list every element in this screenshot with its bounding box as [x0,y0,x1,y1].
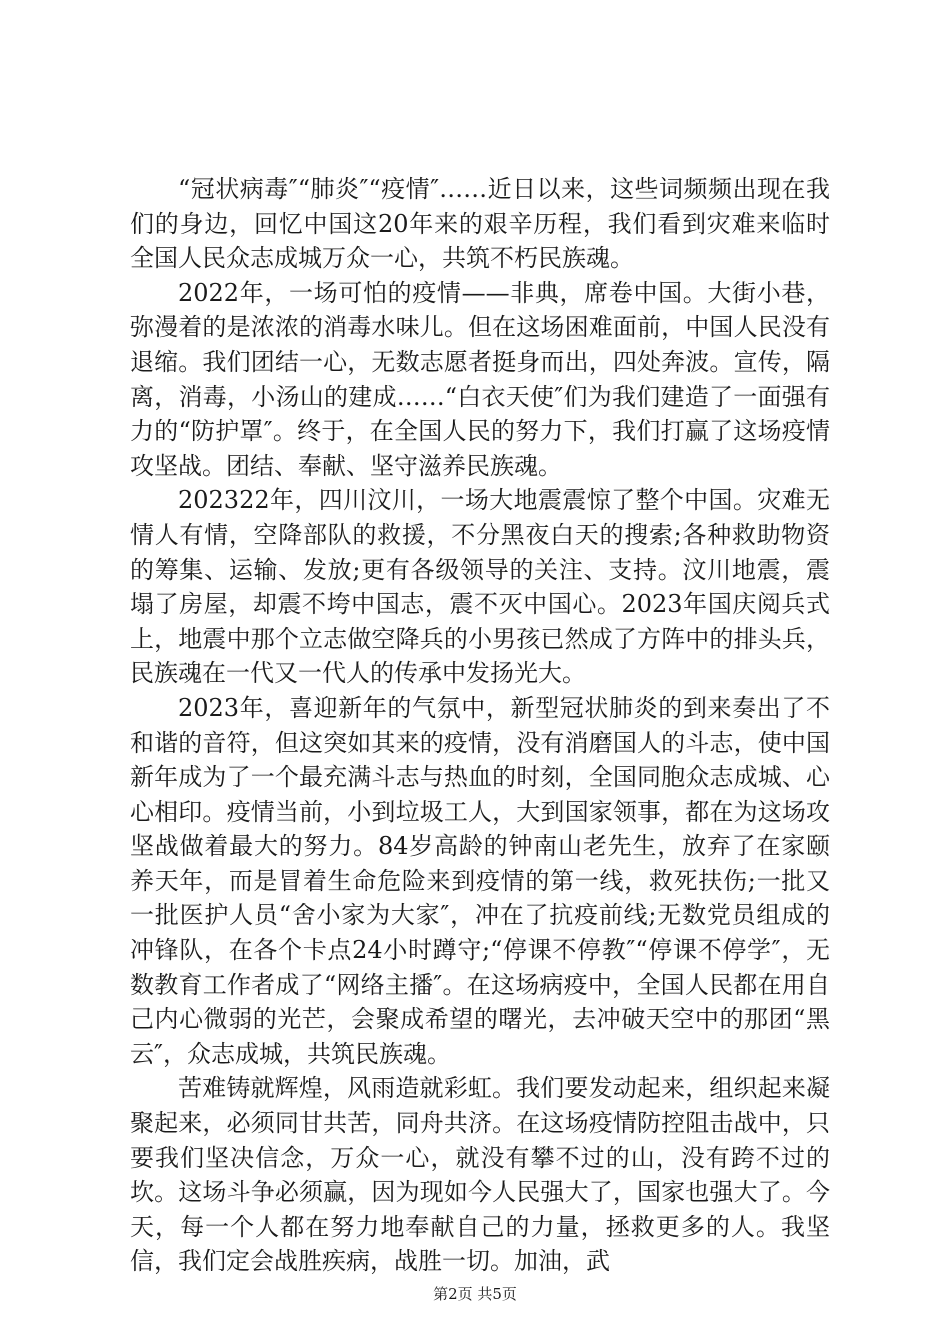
paragraph-1: “冠状病毒″“肺炎″“疫情″……近日以来，这些词频频出现在我们的身边，回忆中国这20年来的艰辛历程，我们看到灾难来临时全国人民众志成城万众一心，共筑不朽民族魂。 [130,175,830,273]
paragraph-2: 2022年，一场可怕的疫情——非典，席卷中国。大街小巷，弥漫着的是浓浓的消毒水味儿。但在这场困难面前，中国人民没有退缩。我们团结一心，无数志愿者挺身而出，四处奔波。宣传，隔离，消毒，小汤山的建成……“白衣天使″们为我们建造了一面强有力的“防护罩″。终于，在全国人民的努力下，我们打赢了这场疫情攻坚战。团结、奉献、坚守滋养民族魂。 [130,278,830,480]
document-body [130,172,830,1279]
page-footer: 第2页 共5页 [433,1285,517,1303]
paragraph-3: 202322年，四川汶川，一场大地震震惊了整个中国。灾难无情人有情，空降部队的救援，不分黑夜白天的搜索;各种救助物资的筹集、运输、发放;更有各级领导的关注、支持。汶川地震，震塌了房屋，却震不垮中国志，震不灭中国心。2023年国庆阅兵式上，地震中那个立志做空降兵的小男孩已然成了方阵中的排头兵，民族魂在一代又一代人的传承中发扬光大。 [130,486,830,688]
paragraph-4: 2023年，喜迎新年的气氛中，新型冠状肺炎的到来奏出了不和谐的音符，但这突如其来的疫情，没有消磨国人的斗志，使中国新年成为了一个最充满斗志与热血的时刻，全国同胞众志成城、心心相印。疫情当前，小到垃圾工人，大到国家领事，都在为这场攻坚战做着最大的努力。84岁高龄的钟南山老先生，放弃了在家颐养天年，而是冒着生命危险来到疫情的第一线，救死扶伤;一批又一批医护人员“舍小家为大家″，冲在了抗疫前线;无数党员组成的冲锋队，在各个卡点24小时蹲守;“停课不停教″“停课不停学″，无数教育工作者成了“网络主播″。在这场病疫中，全国人民都在用自己内心微弱的光芒，会聚成希望的曙光，去冲破天空中的那团“黑云″，众志成城，共筑民族魂。 [130,693,830,1068]
paragraph-5: 苦难铸就辉煌，风雨造就彩虹。我们要发动起来，组织起来凝聚起来，必须同甘共苦，同舟共济。在这场疫情防控阻击战中，只要我们坚决信念，万众一心，就没有攀不过的山，没有跨不过的坎。这场斗争必须赢，因为现如今人民强大了，国家也强大了。今天，每一个人都在努力地奉献自己的力量，拯救更多的人。我坚信，我们定会战胜疾病，战胜一切。加油，武 [130,1074,830,1276]
